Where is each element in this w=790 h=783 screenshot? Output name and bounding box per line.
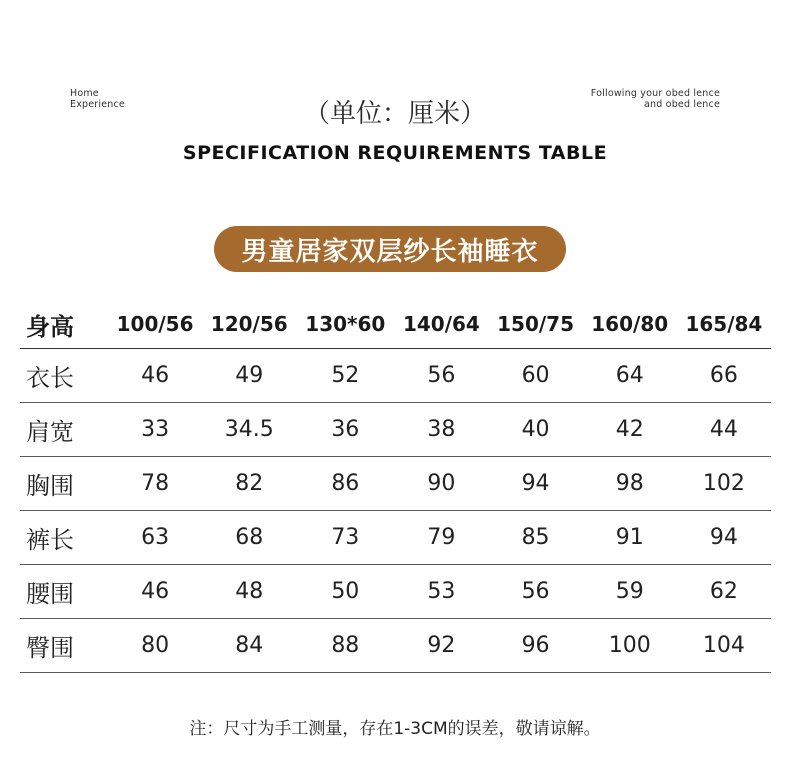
table-heading: SPECIFICATION REQUIREMENTS TABLE bbox=[182, 142, 608, 164]
table-cell: 62 bbox=[709, 579, 738, 604]
table-cell: 46 bbox=[141, 579, 170, 604]
table-cell: 56 bbox=[427, 363, 456, 388]
size-column-header: 120/56 bbox=[210, 312, 288, 336]
table-cell: 60 bbox=[521, 363, 550, 388]
product-title-badge bbox=[214, 226, 566, 272]
row-label: 裤长 bbox=[26, 526, 74, 554]
table-cell: 56 bbox=[521, 579, 550, 604]
size-column-header: 150/75 bbox=[497, 312, 574, 336]
table-row bbox=[20, 619, 771, 673]
table-cell: 79 bbox=[427, 525, 456, 550]
table-cell: 98 bbox=[615, 471, 644, 496]
table-cell: 36 bbox=[331, 417, 360, 442]
table-cell: 34.5 bbox=[224, 417, 274, 442]
table-cell: 66 bbox=[709, 363, 738, 388]
table-cell: 59 bbox=[615, 579, 644, 604]
table-cell: 94 bbox=[521, 471, 550, 496]
table-cell: 73 bbox=[331, 525, 360, 550]
table-row bbox=[20, 457, 771, 511]
table-cell: 84 bbox=[235, 633, 264, 658]
table-cell: 82 bbox=[235, 471, 264, 496]
table-cell: 94 bbox=[709, 525, 738, 550]
size-column-header: 100/56 bbox=[116, 312, 194, 336]
tagline-right-line1: Following your obed lence bbox=[590, 88, 720, 99]
size-column-header: 130*60 bbox=[305, 312, 386, 336]
table-cell: 90 bbox=[427, 471, 456, 496]
product-title: 男童居家双层纱长袖睡衣 bbox=[241, 236, 539, 267]
table-cell: 64 bbox=[615, 363, 644, 388]
table-cell: 38 bbox=[427, 417, 456, 442]
table-cell: 53 bbox=[427, 579, 456, 604]
table-cell: 96 bbox=[521, 633, 550, 658]
table-row bbox=[20, 349, 771, 403]
table-cell: 86 bbox=[331, 471, 360, 496]
size-header-row bbox=[20, 300, 771, 349]
row-label: 衣长 bbox=[26, 364, 74, 392]
table-cell: 52 bbox=[331, 363, 360, 388]
table-cell: 63 bbox=[141, 525, 170, 550]
tagline-right-line2: and obed lence bbox=[643, 99, 720, 110]
size-column-header: 160/80 bbox=[591, 312, 669, 336]
table-cell: 78 bbox=[141, 471, 170, 496]
table-cell: 33 bbox=[141, 417, 170, 442]
tagline-left-line2: Experience bbox=[70, 99, 125, 110]
table-cell: 48 bbox=[235, 579, 264, 604]
tagline-left-line1: Home bbox=[70, 88, 99, 99]
table-cell: 104 bbox=[702, 633, 745, 658]
size-column-header: 165/84 bbox=[685, 312, 763, 336]
table-cell: 44 bbox=[709, 417, 738, 442]
row-label: 腰围 bbox=[26, 580, 74, 608]
header-label: 身高 bbox=[26, 312, 74, 341]
table-cell: 49 bbox=[235, 363, 264, 388]
table-cell: 50 bbox=[331, 579, 360, 604]
table-cell: 91 bbox=[615, 525, 644, 550]
table-cell: 80 bbox=[141, 633, 170, 658]
size-spec-table bbox=[20, 300, 771, 673]
table-cell: 68 bbox=[235, 525, 264, 550]
table-row bbox=[20, 511, 771, 565]
table-row bbox=[20, 565, 771, 619]
table-cell: 100 bbox=[608, 633, 651, 658]
row-label: 肩宽 bbox=[26, 418, 74, 446]
row-label: 胸围 bbox=[26, 472, 74, 500]
table-cell: 40 bbox=[521, 417, 550, 442]
table-row bbox=[20, 403, 771, 457]
measurement-note: 注：尺寸为手工测量，存在1-3CM的误差，敬请谅解。 bbox=[189, 719, 601, 739]
table-cell: 92 bbox=[427, 633, 456, 658]
row-label: 臀围 bbox=[26, 634, 74, 662]
table-cell: 85 bbox=[521, 525, 550, 550]
table-cell: 102 bbox=[702, 471, 745, 496]
table-cell: 46 bbox=[141, 363, 170, 388]
table-cell: 42 bbox=[615, 417, 644, 442]
size-column-header: 140/64 bbox=[402, 312, 480, 336]
unit-label: （单位：厘米） bbox=[303, 99, 486, 129]
table-cell: 88 bbox=[331, 633, 360, 658]
